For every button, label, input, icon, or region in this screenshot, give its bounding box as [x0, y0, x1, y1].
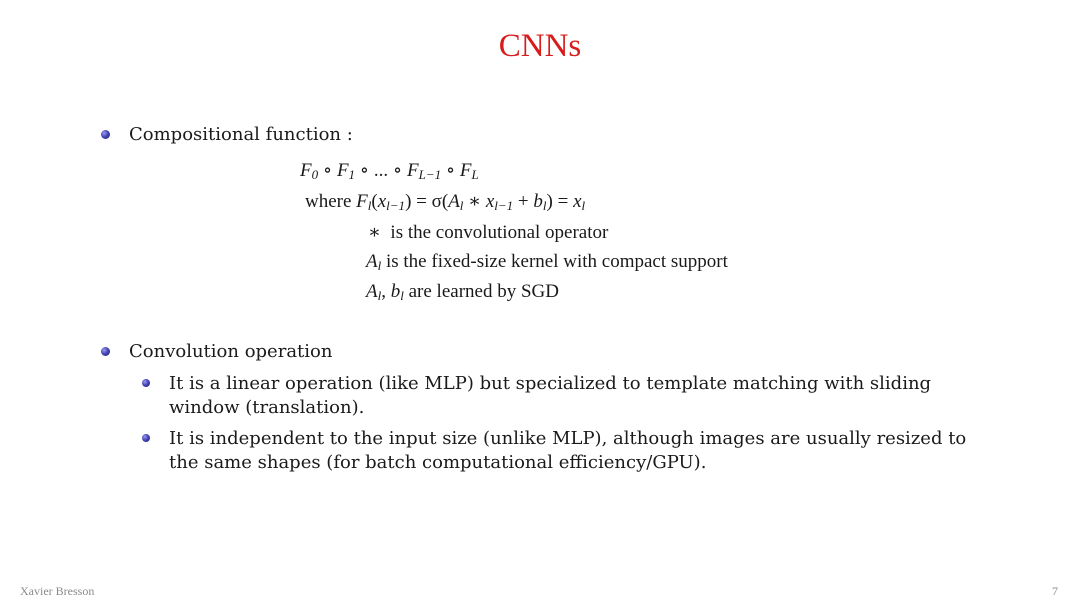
comma: ,: [381, 281, 386, 302]
math-subscript: l: [542, 198, 547, 213]
math-symbol: F: [300, 160, 312, 181]
math-symbol: A: [366, 251, 378, 272]
footer-author: Xavier Bresson: [20, 584, 95, 598]
math-subscript: 0: [311, 167, 319, 182]
equals-sigma: = σ(: [416, 191, 449, 212]
math-subscript: l: [367, 198, 372, 213]
bullet-icon: [101, 130, 110, 139]
math-subscript: l: [581, 198, 586, 213]
math-subscript: L−1: [418, 167, 442, 182]
math-symbol: x: [485, 191, 495, 212]
math-subscript: 1: [348, 167, 356, 182]
note-kernel: [366, 251, 728, 274]
slide-title: CNNs: [498, 28, 582, 64]
where-formula: where $F_l(x_{l-1}) = \sigma(A_l$ ∗ $x_{l-1} + b_l) = x_l$: [305, 191, 586, 213]
math-symbol: b: [390, 281, 401, 302]
math-symbol: A: [366, 281, 378, 302]
subitem-1-line-2: window (translation).: [169, 397, 365, 418]
subitem-2-line-2: the same shapes (for batch computational efficiency/GPU).: [169, 452, 707, 473]
note-convolution-operator: [368, 221, 608, 244]
math-subscript: l: [400, 288, 404, 303]
bullet-icon: [101, 347, 110, 356]
note-text: are learned by SGD: [408, 281, 559, 302]
ellipsis: ...: [373, 160, 389, 181]
math-subscript: l: [377, 288, 382, 303]
page-number: 7: [1052, 584, 1058, 598]
math-symbol: F: [336, 160, 349, 181]
compose-operator: ∘: [359, 160, 370, 181]
math-symbol: x: [573, 191, 582, 212]
where-word: where: [305, 191, 352, 212]
plus-operator: +: [517, 191, 529, 212]
math-symbol: F: [459, 160, 472, 181]
math-subscript: l: [377, 258, 382, 273]
note-learned: [366, 281, 559, 304]
math-symbol: b: [533, 191, 543, 212]
note-text: is the fixed-size kernel with compact support: [385, 251, 728, 272]
math-symbol: A: [448, 191, 460, 212]
math-subscript: L: [471, 167, 479, 182]
math-subscript: l: [459, 198, 464, 213]
section1-heading: Compositional function :: [129, 124, 353, 145]
compose-operator: ∘: [322, 160, 333, 181]
sub-bullet-icon: [142, 379, 150, 387]
compose-operator: ∘: [445, 160, 456, 181]
math-symbol: x: [377, 191, 387, 212]
composition-formula: [300, 159, 479, 183]
math-subscript: l−1: [494, 198, 514, 213]
section2-heading: Convolution operation: [129, 341, 333, 362]
compose-operator: ∘: [392, 160, 403, 181]
subitem-2-line-1: It is independent to the input size (unlike MLP), although images are usually resized to: [169, 428, 967, 449]
subitem-1-line-1: It is a linear operation (like MLP) but specialized to template matching with sliding: [169, 373, 932, 394]
close-equals: ) =: [546, 191, 569, 212]
sub-bullet-icon: [142, 434, 150, 442]
convolution-operator: ∗: [368, 222, 381, 243]
convolution-operator: ∗: [468, 191, 482, 212]
note-text: is the convolutional operator: [390, 222, 609, 243]
math-subscript: l−1: [386, 198, 406, 213]
math-symbol: F: [356, 191, 368, 212]
math-symbol: F: [406, 160, 419, 181]
